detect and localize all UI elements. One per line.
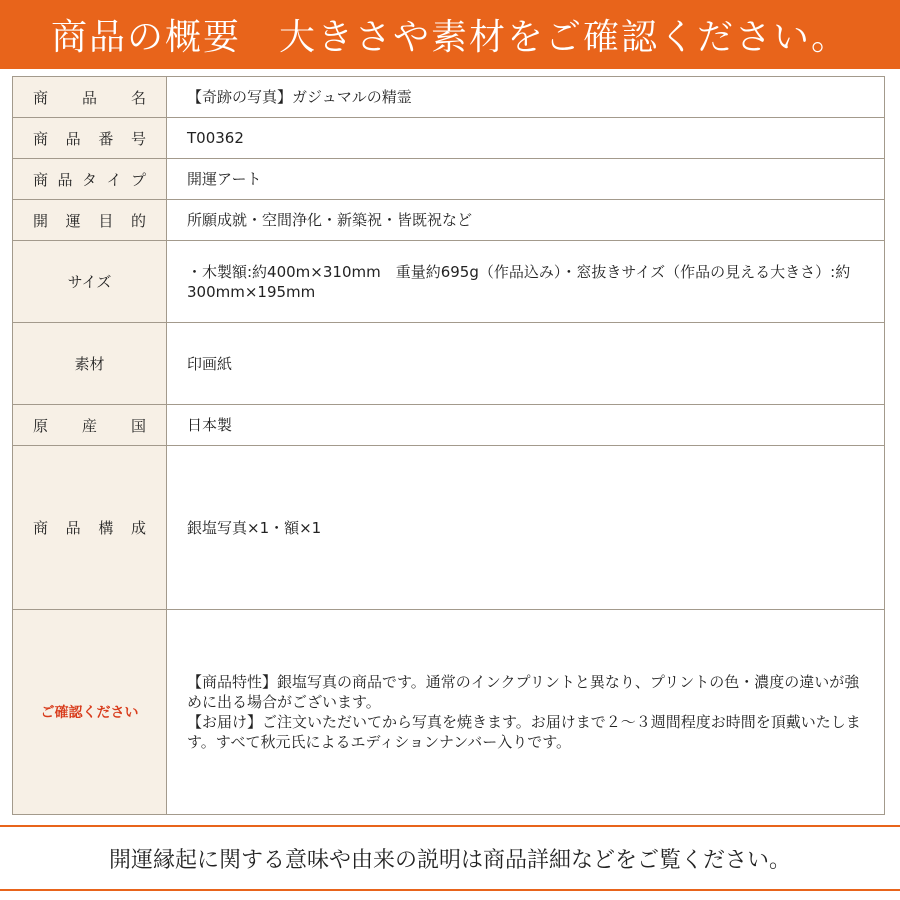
spec-value-purpose: 所願成就・空間浄化・新築祝・皆既祝など <box>167 200 885 241</box>
spec-label-notice <box>13 610 167 815</box>
spec-label-size <box>13 241 167 323</box>
page-header <box>0 0 900 69</box>
label-char: 商 <box>33 129 49 148</box>
label-char: 成 <box>130 519 146 537</box>
label-char: 商 <box>33 88 49 107</box>
spec-row-material <box>13 323 885 405</box>
spec-label-purpose <box>13 200 167 241</box>
spec-label-product-number <box>13 118 167 159</box>
label-char: 商 <box>33 170 49 189</box>
label-char: 開 <box>33 211 49 230</box>
footer-divider-top <box>0 825 900 827</box>
label-char: 構 <box>98 519 114 537</box>
spec-value-origin: 日本製 <box>167 405 885 446</box>
label-char: 品 <box>65 129 81 148</box>
spec-value-size: ・木製額:約400m×310mm 重量約695g（作品込み）・窓抜きサイズ（作品の見える大きさ）:約300mm×195mm <box>167 241 885 323</box>
notice-line-characteristics: 【商品特性】銀塩写真の商品です。通常のインクプリントと異なり、プリントの色・濃度の違いが強めに出る場合がございます。 <box>187 673 860 711</box>
notice-line-delivery: 【お届け】ご注文いただいてから写真を焼きます。お届けまで２〜３週間程度お時間を頂戴いたします。すべて秋元氏によるエディションナンバー入りです。 <box>187 713 861 751</box>
spec-value-product-number: T00362 <box>167 118 885 159</box>
label-char: 品 <box>81 88 97 107</box>
spec-row-size <box>13 241 885 323</box>
label-char: イ <box>106 170 122 189</box>
spec-row-product-name <box>13 77 885 118</box>
label-char: 的 <box>130 211 146 230</box>
label-char: プ <box>130 170 146 189</box>
spec-row-product-type <box>13 159 885 200</box>
label-char: 国 <box>130 416 146 435</box>
spec-row-contents <box>13 446 885 610</box>
label-char: 産 <box>81 416 97 435</box>
footer-note-text: 開運縁起に関する意味や由来の説明は商品詳細などをご覧ください。 <box>108 847 791 873</box>
page-title: 商品の概要 大きさや素材をご確認ください。 <box>50 17 849 58</box>
spec-label-product-name <box>13 77 167 118</box>
spec-row-notice <box>13 610 885 815</box>
spec-label-origin <box>13 405 167 446</box>
label-char: タ <box>81 170 97 189</box>
label-char: 品 <box>65 519 81 537</box>
spec-value-material: 印画紙 <box>167 323 885 405</box>
label-text: サイズ <box>67 273 112 291</box>
product-spec-table <box>12 76 885 815</box>
label-char: 原 <box>33 416 49 435</box>
spec-row-origin <box>13 405 885 446</box>
label-char: 番 <box>98 129 114 148</box>
footer-divider-bottom <box>0 889 900 891</box>
label-char: 商 <box>33 519 49 537</box>
label-char: 目 <box>98 211 114 230</box>
spec-value-product-name: 【奇跡の写真】ガジュマルの精霊 <box>167 77 885 118</box>
label-text: 素材 <box>74 355 105 373</box>
footer-note <box>0 828 900 888</box>
spec-value-contents: 銀塩写真×1・額×1 <box>167 446 885 610</box>
spec-row-purpose <box>13 200 885 241</box>
spec-label-material <box>13 323 167 405</box>
spec-value-notice <box>167 610 885 815</box>
spec-label-product-type <box>13 159 167 200</box>
notice-label: ご確認ください <box>40 705 139 721</box>
spec-row-product-number <box>13 118 885 159</box>
label-char: 名 <box>130 88 146 107</box>
spec-label-contents <box>13 446 167 610</box>
label-char: 号 <box>130 129 146 148</box>
spec-value-product-type: 開運アート <box>167 159 885 200</box>
label-char: 運 <box>65 211 81 230</box>
label-char: 品 <box>57 170 73 189</box>
